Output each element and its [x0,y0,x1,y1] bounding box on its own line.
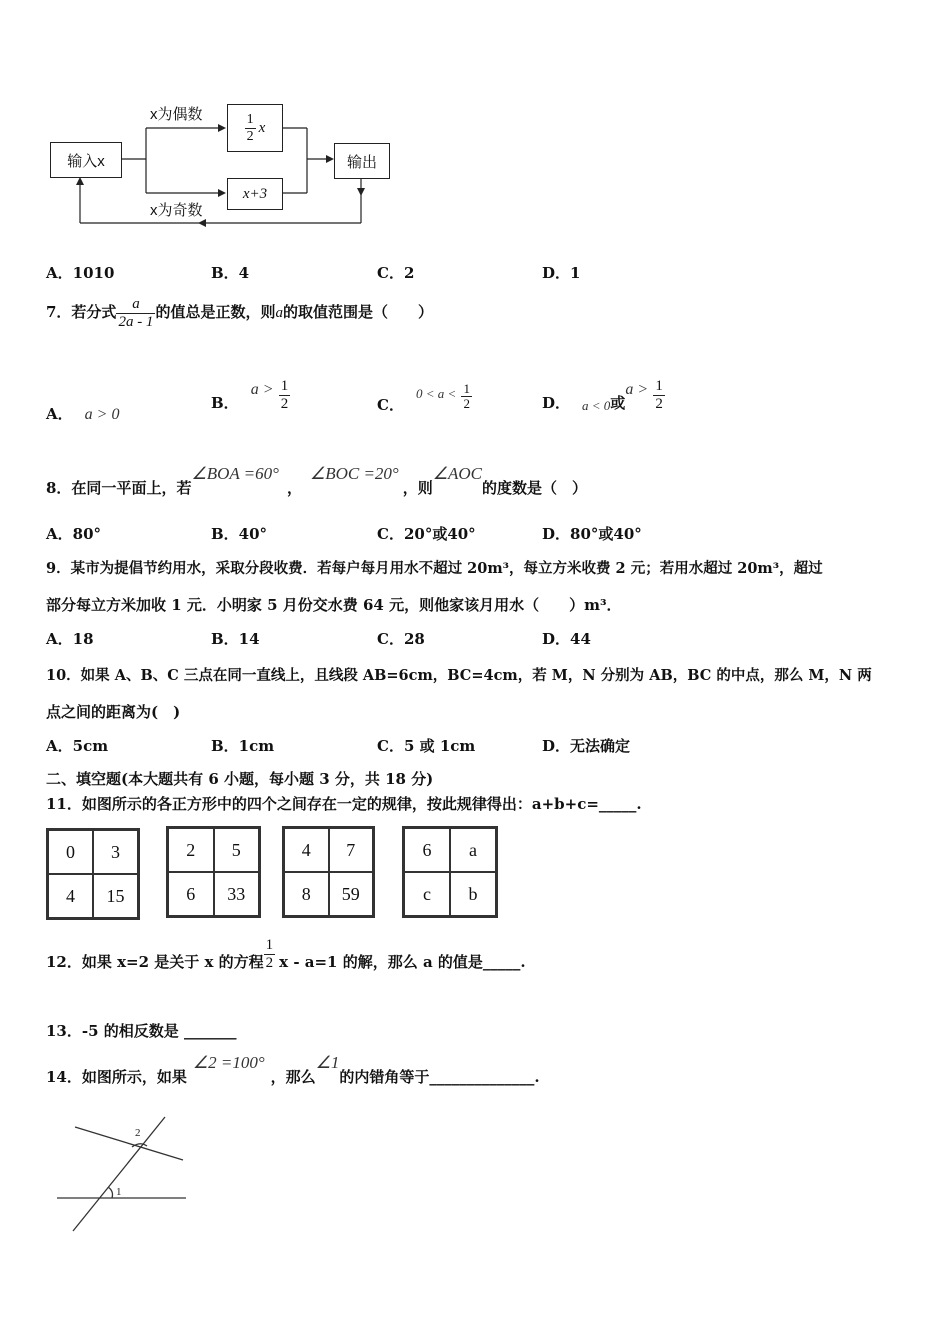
question-12: 12．如果 x=2 是关于 x 的方程 $\frac{1}{2}$ x - a=1 的解，那么 a 的值是_____. [46,937,526,971]
square-cell: 6 [404,828,450,872]
q10-option-a: A．5cm [46,737,109,755]
q7-c-fraction: $\frac{1}{2}$ [463,381,470,412]
square-cell: 4 [284,828,329,872]
square-cell: 15 [93,874,138,918]
q14-figure [50,1115,200,1240]
q9-option-c: C．28 [377,630,425,648]
top-line [75,1127,183,1160]
q6-option-b: B．4 [211,264,250,282]
square-cell: 7 [329,828,374,872]
question-9-line-2: 部分每立方米加收 1 元．小明家 5 月份交水费 64 元，则他家该月用水（ ）m³． [46,596,622,614]
q6-option-c: C．2 [377,264,415,282]
flowchart-odd-expr: x+3 [242,185,268,202]
flowchart [0,0,950,240]
q7-option-b: B．a > $\frac{1}{2}$ [211,378,289,412]
q7-fraction: $\frac{a}{2a - 1}$ [118,296,154,330]
question-13: 13．-5 的相反数是 _______ [46,1022,237,1040]
angle-1-arc [108,1187,113,1198]
q7-d-fraction: $\frac{1}{2}$ [655,378,663,412]
square-cell: 5 [214,828,260,872]
q10-option-c: C．5 或 1cm [377,737,476,755]
flowchart-output-box [334,143,390,179]
q7-option-a: A． a > 0 [46,405,120,423]
question-9-line-1: 9．某市为提倡节约用水，采取分段收费．若每户每月用水不超过 20m³，每立方米收费 2 元；若用水超过 20m³，超过 [46,560,823,577]
question-10-line-2: 点之间的距离为( ) [46,703,181,721]
number-square-3 [282,826,375,918]
angle-label-2: 2 [135,1127,141,1139]
number-square-2 [166,826,261,918]
flowchart-output-label: 输出 [346,153,377,171]
section-2-title: 二、填空题(本大题共有 6 小题，每小题 3 分，共 18 分) [46,770,434,788]
q7-option-d: D． a < 0或a > $\frac{1}{2}$ [542,378,663,413]
question-14: 14．如图所示，如果∠2 =100°，那么∠1的内错角等于______________. [46,1053,540,1086]
question-10-line-1: 10．如果 A、B、C 三点在同一直线上，且线段 AB=6cm，BC=4cm，若 M，N 分别为 AB，BC 的中点，那么 M，N 两 [46,667,872,684]
q7-b-fraction: $\frac{1}{2}$ [280,378,289,412]
flowchart-even-label: x为偶数 [150,106,203,123]
number-square-4 [402,826,498,918]
angle-label-1: 1 [116,1186,122,1198]
square-cell: 2 [168,828,214,872]
flowchart-input-label: 输入x [67,152,105,170]
square-cell: 8 [284,872,329,916]
flowchart-even-var: x [258,119,266,136]
square-cell: 33 [214,872,260,916]
half-fraction: $\frac{1}{2}$ [246,112,254,144]
q7-option-c: C．0 < a < $\frac{1}{2}$ [377,381,470,414]
square-cell: b [450,872,496,916]
q10-option-b: B．1cm [211,737,275,755]
q9-option-a: A．18 [46,630,94,648]
q8-option-b: B．40° [211,525,268,543]
square-cell: 4 [48,874,93,918]
square-cell: 0 [48,830,93,874]
square-cell: a [450,828,496,872]
q8-option-d: D．80°或40° [542,525,642,543]
q6-option-d: D．1 [542,264,581,282]
question-7: 7．若分式 $\frac{a}{2a - 1}$ 的值总是正数，则a的取值范围是（ ） [46,296,433,330]
q12-fraction: $\frac{1}{2}$ [265,937,274,971]
q8-option-c: C．20°或40° [377,525,476,543]
flowchart-lines [0,0,950,240]
question-8: 8．在同一平面上，若∠BOA =60°，∠BOC =20°，则∠AOC的度数是（ ） [46,464,588,497]
flowchart-even-box [227,104,283,152]
square-cell: 59 [329,872,374,916]
square-cell: c [404,872,450,916]
transversal [73,1117,165,1231]
flowchart-odd-label: x为奇数 [150,202,203,219]
number-square-1 [46,828,140,920]
q9-option-d: D．44 [542,630,591,648]
square-cell: 6 [168,872,214,916]
q8-option-a: A．80° [46,525,102,543]
q6-option-a: A．1010 [46,264,115,282]
flowchart-input-box [50,142,122,178]
flowchart-odd-box [227,178,283,210]
q10-option-d: D．无法确定 [542,737,631,755]
question-11: 11．如图所示的各正方形中的四个之间存在一定的规律，按此规律得出：a+b+c=_____. [46,795,642,813]
square-cell: 3 [93,830,138,874]
q9-option-b: B．14 [211,630,260,648]
